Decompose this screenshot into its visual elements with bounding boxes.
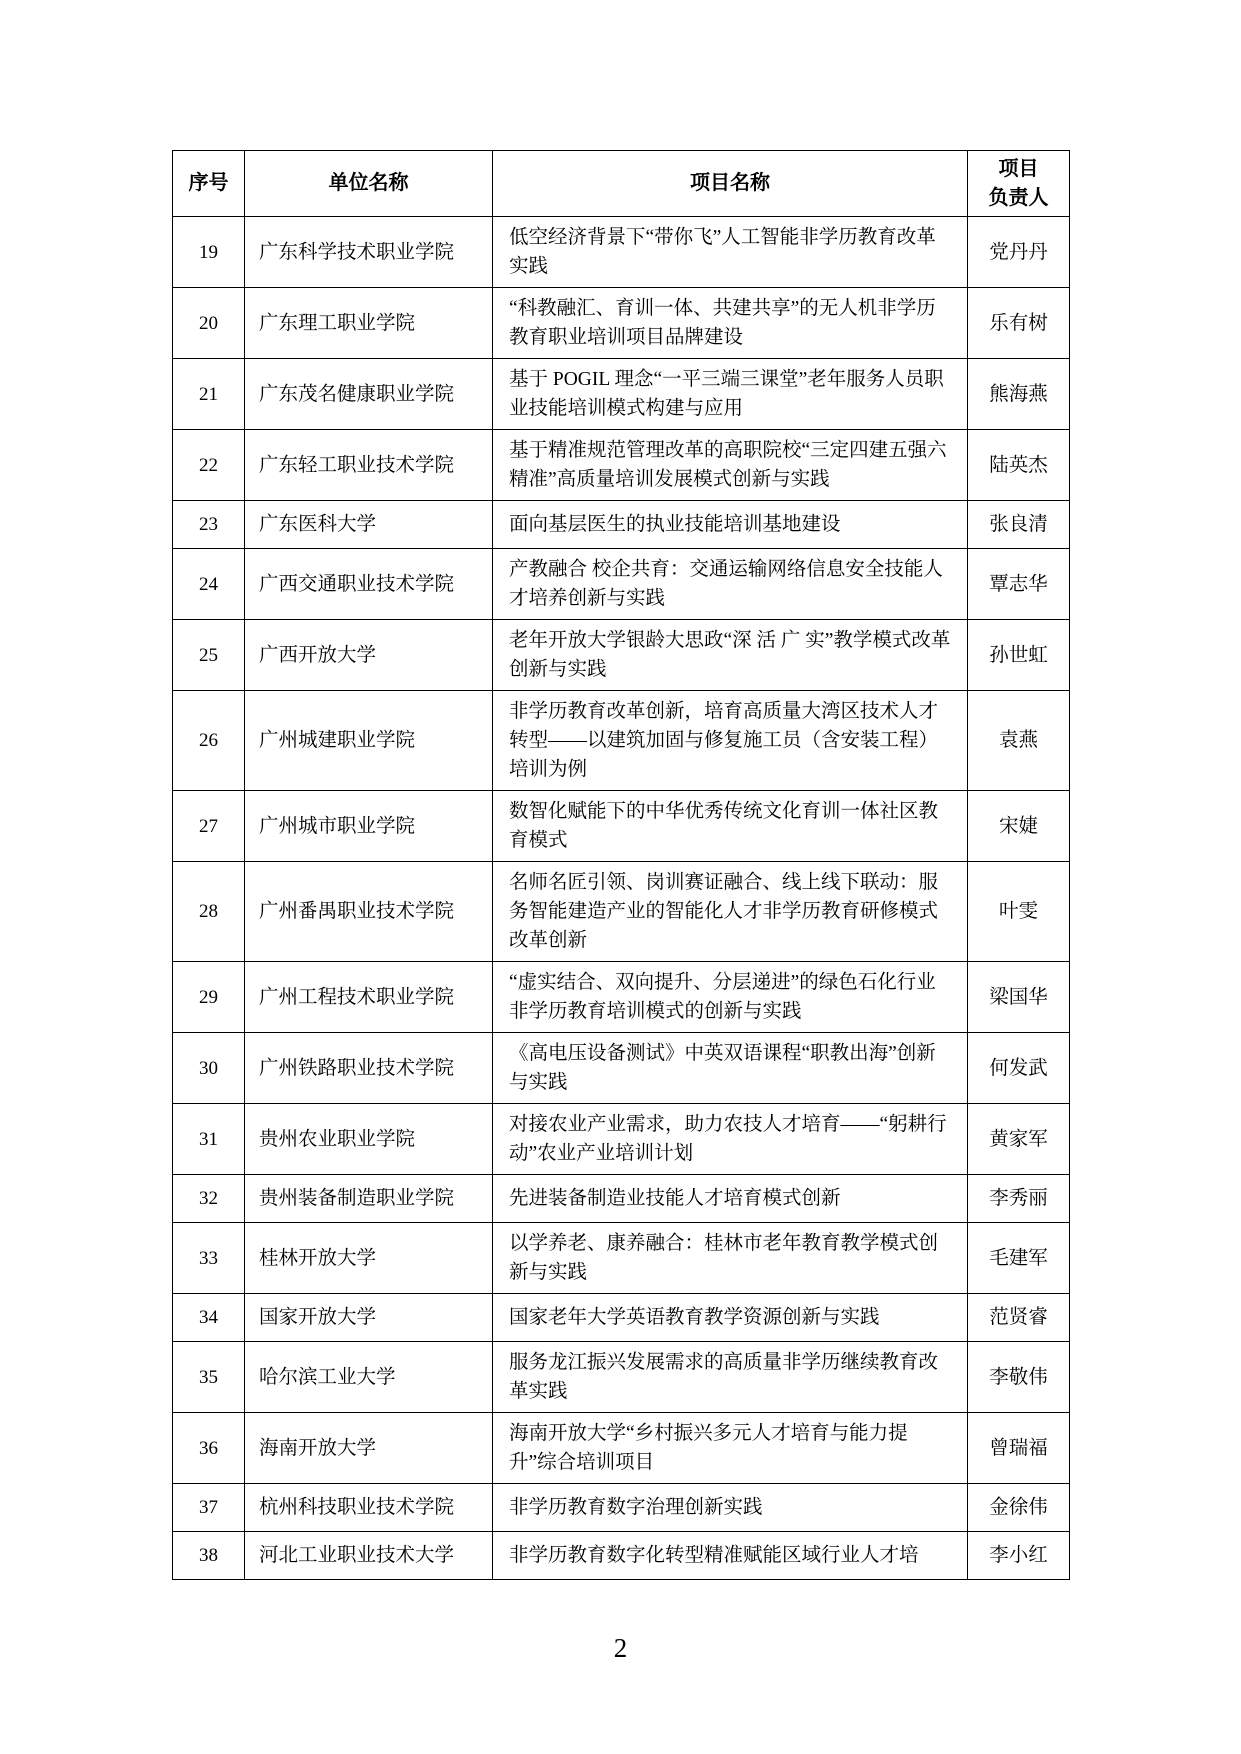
table-row	[173, 1342, 1070, 1413]
table-row	[173, 1175, 1070, 1223]
project-leader-cell: 何发武	[968, 1033, 1070, 1104]
unit-name-cell: 桂林开放大学	[245, 1223, 493, 1294]
project-leader-cell: 乐有树	[968, 288, 1070, 359]
table-row	[173, 217, 1070, 288]
serial-number-cell: 21	[173, 359, 245, 430]
serial-number-cell: 23	[173, 501, 245, 549]
serial-number-cell: 26	[173, 691, 245, 791]
serial-number-cell: 33	[173, 1223, 245, 1294]
project-leader-cell: 范贤睿	[968, 1294, 1070, 1342]
table-row	[173, 1413, 1070, 1484]
serial-number-cell: 34	[173, 1294, 245, 1342]
unit-name-cell: 广东茂名健康职业学院	[245, 359, 493, 430]
project-name-cell: 低空经济背景下“带你飞”人工智能非学历教育改革实践	[493, 217, 968, 288]
serial-number-cell: 37	[173, 1484, 245, 1532]
serial-number-cell: 24	[173, 549, 245, 620]
serial-number-cell: 31	[173, 1104, 245, 1175]
project-name-cell: 非学历教育数字化转型精准赋能区域行业人才培	[493, 1532, 968, 1580]
unit-name-cell: 贵州装备制造职业学院	[245, 1175, 493, 1223]
table-row	[173, 791, 1070, 862]
unit-name-cell: 广州城建职业学院	[245, 691, 493, 791]
project-name-cell: 非学历教育数字治理创新实践	[493, 1484, 968, 1532]
project-leader-cell: 宋婕	[968, 791, 1070, 862]
header-project-leader	[968, 151, 1070, 217]
unit-name-cell: 哈尔滨工业大学	[245, 1342, 493, 1413]
project-name-cell: 对接农业产业需求，助力农技人才培育——“躬耕行动”农业产业培训计划	[493, 1104, 968, 1175]
unit-name-cell: 广东理工职业学院	[245, 288, 493, 359]
table-row	[173, 549, 1070, 620]
table-row	[173, 288, 1070, 359]
project-leader-cell: 李小红	[968, 1532, 1070, 1580]
unit-name-cell: 河北工业职业技术大学	[245, 1532, 493, 1580]
project-leader-cell: 毛建军	[968, 1223, 1070, 1294]
project-name-cell: “虚实结合、双向提升、分层递进”的绿色石化行业非学历教育培训模式的创新与实践	[493, 962, 968, 1033]
unit-name-cell: 国家开放大学	[245, 1294, 493, 1342]
project-name-cell: 服务龙江振兴发展需求的高质量非学历继续教育改革实践	[493, 1342, 968, 1413]
project-leader-cell: 李秀丽	[968, 1175, 1070, 1223]
serial-number-cell: 27	[173, 791, 245, 862]
serial-number-cell: 36	[173, 1413, 245, 1484]
header-project-leader-line1: 项目	[998, 157, 1039, 180]
serial-number-cell: 22	[173, 430, 245, 501]
serial-number-cell: 32	[173, 1175, 245, 1223]
unit-name-cell: 广东医科大学	[245, 501, 493, 549]
unit-name-cell: 广州城市职业学院	[245, 791, 493, 862]
project-name-cell: 数智化赋能下的中华优秀传统文化育训一体社区教育模式	[493, 791, 968, 862]
project-leader-cell: 叶雯	[968, 862, 1070, 962]
serial-number-cell: 35	[173, 1342, 245, 1413]
unit-name-cell: 广州铁路职业技术学院	[245, 1033, 493, 1104]
unit-name-cell: 杭州科技职业技术学院	[245, 1484, 493, 1532]
project-leader-cell: 覃志华	[968, 549, 1070, 620]
table-row	[173, 1223, 1070, 1294]
serial-number-cell: 20	[173, 288, 245, 359]
table-row	[173, 862, 1070, 962]
unit-name-cell: 贵州农业职业学院	[245, 1104, 493, 1175]
project-name-cell: 名师名匠引领、岗训赛证融合、线上线下联动：服务智能建造产业的智能化人才非学历教育研修模式改革创新	[493, 862, 968, 962]
unit-name-cell: 广州番禺职业技术学院	[245, 862, 493, 962]
project-name-cell: “科教融汇、育训一体、共建共享”的无人机非学历教育职业培训项目品牌建设	[493, 288, 968, 359]
page-number: 2	[613, 1633, 628, 1663]
serial-number-cell: 30	[173, 1033, 245, 1104]
table-row	[173, 501, 1070, 549]
unit-name-cell: 广东轻工职业技术学院	[245, 430, 493, 501]
project-name-cell: 先进装备制造业技能人才培育模式创新	[493, 1175, 968, 1223]
project-name-cell: 国家老年大学英语教育教学资源创新与实践	[493, 1294, 968, 1342]
project-name-cell: 非学历教育改革创新，培育高质量大湾区技术人才转型——以建筑加固与修复施工员（含安装工程）培训为例	[493, 691, 968, 791]
project-name-cell: 基于精准规范管理改革的高职院校“三定四建五强六精准”高质量培训发展模式创新与实践	[493, 430, 968, 501]
project-leader-cell: 金徐伟	[968, 1484, 1070, 1532]
serial-number-cell: 28	[173, 862, 245, 962]
table-row	[173, 962, 1070, 1033]
projects-table	[172, 150, 1070, 1580]
project-name-cell: 老年开放大学银龄大思政“深 活 广 实”教学模式改革创新与实践	[493, 620, 968, 691]
project-leader-cell: 党丹丹	[968, 217, 1070, 288]
project-name-cell: 面向基层医生的执业技能培训基地建设	[493, 501, 968, 549]
unit-name-cell: 广西开放大学	[245, 620, 493, 691]
header-project-name: 项目名称	[493, 151, 968, 217]
unit-name-cell: 海南开放大学	[245, 1413, 493, 1484]
project-leader-cell: 孙世虹	[968, 620, 1070, 691]
header-project-leader-line2: 负责人	[988, 186, 1049, 209]
serial-number-cell: 38	[173, 1532, 245, 1580]
table-row	[173, 691, 1070, 791]
table-row	[173, 620, 1070, 691]
table-row	[173, 359, 1070, 430]
table-row	[173, 1033, 1070, 1104]
project-name-cell: 海南开放大学“乡村振兴多元人才培育与能力提升”综合培训项目	[493, 1413, 968, 1484]
project-name-cell: 产教融合 校企共育：交通运输网络信息安全技能人才培养创新与实践	[493, 549, 968, 620]
unit-name-cell: 广东科学技术职业学院	[245, 217, 493, 288]
project-name-cell: 基于 POGIL 理念“一平三端三课堂”老年服务人员职业技能培训模式构建与应用	[493, 359, 968, 430]
serial-number-cell: 19	[173, 217, 245, 288]
project-name-cell: 以学养老、康养融合：桂林市老年教育教学模式创新与实践	[493, 1223, 968, 1294]
project-leader-cell: 熊海燕	[968, 359, 1070, 430]
project-name-cell: 《高电压设备测试》中英双语课程“职教出海”创新与实践	[493, 1033, 968, 1104]
table-row	[173, 1294, 1070, 1342]
table-row	[173, 430, 1070, 501]
table-header	[173, 151, 1070, 217]
project-leader-cell: 曾瑞福	[968, 1413, 1070, 1484]
serial-number-cell: 25	[173, 620, 245, 691]
serial-number-cell: 29	[173, 962, 245, 1033]
project-leader-cell: 梁国华	[968, 962, 1070, 1033]
project-leader-cell: 陆英杰	[968, 430, 1070, 501]
table-row	[173, 1104, 1070, 1175]
project-leader-cell: 黄家军	[968, 1104, 1070, 1175]
header-unit-name: 单位名称	[245, 151, 493, 217]
table-row	[173, 1532, 1070, 1580]
table-row	[173, 1484, 1070, 1532]
table-body	[173, 217, 1070, 1580]
project-leader-cell: 李敬伟	[968, 1342, 1070, 1413]
project-leader-cell: 袁燕	[968, 691, 1070, 791]
unit-name-cell: 广西交通职业技术学院	[245, 549, 493, 620]
unit-name-cell: 广州工程技术职业学院	[245, 962, 493, 1033]
project-leader-cell: 张良清	[968, 501, 1070, 549]
header-row	[173, 151, 1070, 217]
header-serial-number: 序号	[173, 151, 245, 217]
